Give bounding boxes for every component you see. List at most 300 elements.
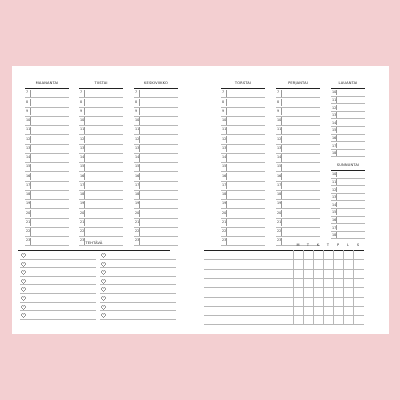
hour-row[interactable] — [331, 201, 365, 209]
hour-divider — [30, 173, 31, 180]
hour-row[interactable] — [25, 172, 69, 181]
hour-divider — [84, 201, 85, 208]
habit-row[interactable] — [204, 278, 364, 279]
hour-label: 17 — [277, 182, 282, 187]
habit-row[interactable] — [204, 297, 364, 298]
hour-row[interactable] — [331, 135, 365, 143]
hour-label: 11 — [135, 127, 140, 132]
todo-item[interactable] — [20, 285, 96, 294]
hour-label: 15 — [26, 164, 31, 169]
hour-row[interactable] — [79, 209, 123, 218]
hour-row[interactable] — [276, 172, 320, 181]
hour-row[interactable] — [276, 191, 320, 200]
planner-sheet — [12, 66, 389, 334]
hour-row[interactable] — [221, 145, 265, 154]
hour-label: 7 — [222, 90, 225, 95]
hour-divider — [226, 228, 227, 235]
habit-grid-line — [303, 250, 304, 325]
hour-divider — [139, 210, 140, 217]
hour-divider — [281, 210, 282, 217]
hour-row[interactable] — [79, 172, 123, 181]
day-column-right-1 — [276, 81, 320, 246]
hour-label: 23 — [80, 238, 85, 243]
hour-row[interactable] — [221, 98, 265, 107]
hour-divider — [226, 173, 227, 180]
hour-row[interactable] — [134, 89, 178, 98]
hour-label: 16 — [222, 173, 227, 178]
hour-label: 16 — [80, 173, 85, 178]
hour-row[interactable] — [79, 89, 123, 98]
hour-divider — [139, 191, 140, 198]
habit-row[interactable] — [204, 259, 364, 260]
hour-row[interactable] — [221, 163, 265, 172]
habit-day-label: P — [336, 243, 340, 247]
hour-label: 18 — [332, 151, 337, 156]
hour-row[interactable] — [25, 200, 69, 209]
hour-row[interactable] — [25, 228, 69, 237]
hour-divider — [281, 219, 282, 226]
hour-label: 18 — [135, 192, 140, 197]
day-column-right-0 — [221, 81, 265, 246]
hour-label: 11 — [332, 97, 337, 102]
hour-label: 22 — [222, 229, 227, 234]
heart-checkbox-icon[interactable] — [101, 279, 106, 284]
hour-label: 10 — [222, 118, 227, 123]
heart-checkbox-icon[interactable] — [101, 313, 106, 318]
hour-label: 9 — [222, 108, 225, 113]
hour-row[interactable] — [25, 145, 69, 154]
heart-checkbox-icon[interactable] — [21, 313, 26, 318]
hour-row[interactable] — [331, 194, 365, 202]
heart-checkbox-icon[interactable] — [21, 279, 26, 284]
hour-label: 15 — [80, 164, 85, 169]
hour-label: 19 — [135, 201, 140, 206]
hour-row[interactable] — [79, 219, 123, 228]
hour-row[interactable] — [221, 117, 265, 126]
hour-label: 20 — [135, 210, 140, 215]
hour-row[interactable] — [79, 154, 123, 163]
hour-label: 17 — [332, 225, 337, 230]
hour-row[interactable] — [79, 182, 123, 191]
hour-divider — [84, 127, 85, 134]
hour-row[interactable] — [134, 108, 178, 117]
hour-divider — [30, 90, 31, 97]
habit-day-label: S — [356, 243, 360, 247]
hour-label: 9 — [135, 108, 138, 113]
hour-label: 15 — [135, 164, 140, 169]
hour-row[interactable] — [134, 209, 178, 218]
hour-row[interactable] — [25, 154, 69, 163]
hour-row[interactable] — [221, 219, 265, 228]
hour-label: 7 — [80, 90, 83, 95]
hour-row[interactable] — [221, 89, 265, 98]
hour-label: 11 — [26, 127, 31, 132]
hour-label: 16 — [332, 135, 337, 140]
hour-label: 11 — [332, 179, 337, 184]
hour-row[interactable] — [134, 98, 178, 107]
hour-row[interactable] — [134, 163, 178, 172]
heart-checkbox-icon[interactable] — [101, 262, 106, 267]
hour-row[interactable] — [25, 219, 69, 228]
day-title: MAANANTAI — [35, 81, 59, 85]
heart-checkbox-icon[interactable] — [101, 270, 106, 275]
heart-checkbox-icon[interactable] — [21, 305, 26, 310]
todo-item[interactable] — [20, 277, 96, 286]
hour-row[interactable] — [331, 171, 365, 179]
hour-divider — [139, 164, 140, 171]
todo-item[interactable] — [100, 260, 176, 269]
hour-row[interactable] — [331, 209, 365, 217]
day-title: TIISTAI — [94, 81, 108, 85]
hour-row[interactable] — [221, 154, 265, 163]
hour-divider — [84, 145, 85, 152]
hour-divider — [281, 228, 282, 235]
hour-divider — [139, 99, 140, 106]
hour-label: 12 — [277, 136, 282, 141]
hour-label: 7 — [135, 90, 138, 95]
hour-row[interactable] — [79, 228, 123, 237]
hour-row[interactable] — [25, 163, 69, 172]
hour-label: 12 — [332, 187, 337, 192]
heart-checkbox-icon[interactable] — [101, 305, 106, 310]
heart-checkbox-icon[interactable] — [21, 262, 26, 267]
day-column-left-1 — [79, 81, 123, 246]
hour-divider — [30, 145, 31, 152]
hour-row[interactable] — [79, 191, 123, 200]
hour-row[interactable] — [276, 117, 320, 126]
habit-day-label: L — [347, 243, 349, 247]
hour-divider — [139, 145, 140, 152]
hour-row[interactable] — [134, 117, 178, 126]
hour-label: 21 — [135, 219, 140, 224]
hour-divider — [226, 90, 227, 97]
hour-divider — [281, 99, 282, 106]
hour-row[interactable] — [25, 135, 69, 144]
day-column-weekend-0 — [331, 81, 365, 157]
todo-item[interactable] — [20, 294, 96, 303]
habit-row[interactable] — [204, 306, 364, 307]
heart-checkbox-icon[interactable] — [21, 296, 26, 301]
hour-row[interactable] — [331, 89, 365, 97]
hour-row[interactable] — [276, 200, 320, 209]
hour-row[interactable] — [331, 97, 365, 105]
hour-row[interactable] — [221, 200, 265, 209]
hour-label: 19 — [222, 201, 227, 206]
hour-divider — [139, 154, 140, 161]
hour-divider — [281, 108, 282, 115]
hour-label: 12 — [26, 136, 31, 141]
hour-divider — [336, 225, 337, 231]
hour-label: 20 — [277, 210, 282, 215]
hour-label: 11 — [277, 127, 282, 132]
hour-row[interactable] — [134, 126, 178, 135]
hour-row[interactable] — [221, 191, 265, 200]
heart-checkbox-icon[interactable] — [21, 253, 26, 258]
todo-item[interactable] — [100, 311, 176, 320]
hour-row[interactable] — [276, 154, 320, 163]
hour-row[interactable] — [79, 200, 123, 209]
hour-row[interactable] — [331, 179, 365, 187]
hour-divider — [226, 182, 227, 189]
hour-row[interactable] — [25, 98, 69, 107]
hour-label: 8 — [80, 99, 83, 104]
hour-row[interactable] — [331, 186, 365, 194]
hour-label: 14 — [222, 155, 227, 160]
hour-row[interactable] — [276, 108, 320, 117]
hour-divider — [84, 191, 85, 198]
hour-row[interactable] — [134, 219, 178, 228]
hour-label: 8 — [222, 99, 225, 104]
hour-divider — [30, 164, 31, 171]
hour-label: 17 — [26, 182, 31, 187]
hour-divider — [336, 105, 337, 111]
hour-row[interactable] — [79, 135, 123, 144]
hour-label: 14 — [26, 155, 31, 160]
day-title: KESKIVIIKKO — [144, 81, 168, 85]
hour-row[interactable] — [276, 163, 320, 172]
heart-checkbox-icon[interactable] — [101, 287, 106, 292]
todo-item[interactable] — [20, 311, 96, 320]
hour-row[interactable] — [25, 182, 69, 191]
hour-divider — [336, 172, 337, 178]
hour-label: 18 — [277, 192, 282, 197]
hour-label: 21 — [80, 219, 85, 224]
left-page — [12, 66, 200, 334]
todo-item[interactable] — [100, 303, 176, 312]
hour-label: 19 — [277, 201, 282, 206]
hour-row[interactable] — [221, 228, 265, 237]
hour-divider — [336, 135, 337, 141]
hour-row[interactable] — [134, 228, 178, 237]
hour-label: 18 — [332, 233, 337, 238]
heart-checkbox-icon[interactable] — [101, 253, 106, 258]
hour-label: 22 — [26, 229, 31, 234]
hour-row[interactable] — [331, 150, 365, 158]
hour-row[interactable] — [331, 104, 365, 112]
hour-divider — [226, 136, 227, 143]
hour-row[interactable] — [221, 135, 265, 144]
hour-divider — [336, 209, 337, 215]
habit-grid-line — [293, 250, 294, 325]
hour-row[interactable] — [134, 182, 178, 191]
hour-divider — [84, 182, 85, 189]
hour-label: 21 — [26, 219, 31, 224]
hour-label: 9 — [80, 108, 83, 113]
hour-label: 13 — [332, 195, 337, 200]
hour-divider — [139, 182, 140, 189]
hour-label: 23 — [26, 238, 31, 243]
hour-divider — [139, 117, 140, 124]
hour-label: 17 — [332, 143, 337, 148]
hour-row[interactable] — [276, 145, 320, 154]
hour-row[interactable] — [79, 108, 123, 117]
habit-tracker-rule — [204, 250, 364, 251]
hour-divider — [84, 173, 85, 180]
right-page — [201, 66, 389, 334]
habit-grid-line — [353, 250, 354, 325]
hour-divider — [30, 219, 31, 226]
hour-label: 12 — [135, 136, 140, 141]
hour-row[interactable] — [331, 142, 365, 150]
hour-divider — [226, 99, 227, 106]
hour-divider — [30, 182, 31, 189]
hour-row[interactable] — [79, 98, 123, 107]
hour-row[interactable] — [221, 126, 265, 135]
habit-row[interactable] — [204, 269, 364, 270]
hour-divider — [30, 210, 31, 217]
hour-row[interactable] — [221, 172, 265, 181]
todo-item[interactable] — [20, 260, 96, 269]
hour-label: 11 — [222, 127, 227, 132]
day-column-weekend-1 — [331, 163, 365, 239]
hour-row[interactable] — [221, 209, 265, 218]
hour-divider — [139, 108, 140, 115]
hour-row[interactable] — [134, 135, 178, 144]
hour-label: 22 — [277, 229, 282, 234]
habit-grid-line — [333, 250, 334, 325]
hour-label: 13 — [222, 145, 227, 150]
hour-row[interactable] — [331, 217, 365, 225]
todo-item[interactable] — [100, 285, 176, 294]
hour-divider — [84, 117, 85, 124]
hour-divider — [281, 136, 282, 143]
habit-grid-line — [313, 250, 314, 325]
hour-label: 9 — [26, 108, 29, 113]
hour-row[interactable] — [25, 108, 69, 117]
hour-label: 8 — [277, 99, 280, 104]
hour-divider — [30, 154, 31, 161]
hour-row[interactable] — [331, 224, 365, 232]
hour-row[interactable] — [134, 191, 178, 200]
hour-divider — [139, 127, 140, 134]
habit-row[interactable] — [204, 315, 364, 316]
hour-row[interactable] — [276, 135, 320, 144]
hour-divider — [336, 112, 337, 118]
hour-row[interactable] — [276, 182, 320, 191]
hour-label: 7 — [26, 90, 29, 95]
hour-divider — [226, 145, 227, 152]
hour-row[interactable] — [25, 89, 69, 98]
hour-row[interactable] — [276, 228, 320, 237]
hour-label: 20 — [26, 210, 31, 215]
todo-item[interactable] — [20, 251, 96, 260]
habit-row[interactable] — [204, 287, 364, 288]
hour-label: 18 — [80, 192, 85, 197]
hour-label: 10 — [332, 90, 337, 95]
hour-row[interactable] — [134, 154, 178, 163]
hour-label: 10 — [277, 118, 282, 123]
todo-item[interactable] — [100, 268, 176, 277]
hour-row[interactable] — [25, 191, 69, 200]
hour-row[interactable] — [134, 200, 178, 209]
hour-label: 12 — [80, 136, 85, 141]
todo-item[interactable] — [100, 251, 176, 260]
hour-label: 15 — [332, 128, 337, 133]
hour-divider — [30, 191, 31, 198]
hour-divider — [336, 217, 337, 223]
habit-row[interactable] — [204, 324, 364, 325]
hour-divider — [336, 127, 337, 133]
hour-divider — [30, 201, 31, 208]
todo-item[interactable] — [100, 277, 176, 286]
hour-label: 14 — [80, 155, 85, 160]
day-title: LAUANTAI — [338, 81, 358, 85]
heart-checkbox-icon[interactable] — [21, 287, 26, 292]
hour-row[interactable] — [331, 112, 365, 120]
hour-row[interactable] — [79, 163, 123, 172]
hour-divider — [30, 136, 31, 143]
hour-row[interactable] — [276, 98, 320, 107]
hour-divider — [226, 164, 227, 171]
hour-divider — [336, 187, 337, 193]
hour-label: 13 — [332, 113, 337, 118]
hour-row[interactable] — [25, 209, 69, 218]
hour-row[interactable] — [331, 119, 365, 127]
hour-row[interactable] — [331, 127, 365, 135]
hour-divider — [281, 164, 282, 171]
hour-divider — [139, 219, 140, 226]
hour-row[interactable] — [134, 145, 178, 154]
hour-row[interactable] — [221, 182, 265, 191]
hour-row[interactable] — [134, 172, 178, 181]
day-title: TORSTAI — [234, 81, 252, 85]
hour-label: 12 — [332, 105, 337, 110]
hour-divider — [30, 228, 31, 235]
hour-label: 16 — [135, 173, 140, 178]
heart-checkbox-icon[interactable] — [101, 296, 106, 301]
hour-label: 13 — [277, 145, 282, 150]
hour-divider — [336, 202, 337, 208]
hour-divider — [336, 120, 337, 126]
habit-day-label: T — [306, 243, 310, 247]
hour-divider — [281, 191, 282, 198]
hour-divider — [336, 232, 337, 238]
hour-divider — [84, 228, 85, 235]
hour-label: 18 — [26, 192, 31, 197]
hour-row[interactable] — [79, 145, 123, 154]
day-title: SUNNUNTAI — [336, 163, 360, 167]
hour-row[interactable] — [25, 117, 69, 126]
todo-item[interactable] — [20, 268, 96, 277]
hour-divider — [139, 228, 140, 235]
hour-label: 14 — [332, 120, 337, 125]
hour-label: 13 — [26, 145, 31, 150]
hour-label: 10 — [135, 118, 140, 123]
heart-checkbox-icon[interactable] — [21, 270, 26, 275]
habit-tracker-header — [204, 243, 364, 249]
hour-row[interactable] — [276, 89, 320, 98]
hour-row[interactable] — [331, 232, 365, 240]
hour-label: 8 — [135, 99, 138, 104]
hour-row[interactable] — [221, 108, 265, 117]
hour-label: 19 — [80, 201, 85, 206]
hour-divider — [30, 127, 31, 134]
hour-row[interactable] — [25, 126, 69, 135]
hour-label: 10 — [26, 118, 31, 123]
habit-day-label: M — [296, 243, 300, 247]
hour-label: 23 — [277, 238, 282, 243]
todo-item[interactable] — [20, 303, 96, 312]
hour-row[interactable] — [276, 219, 320, 228]
todo-item[interactable] — [100, 294, 176, 303]
hour-label: 16 — [277, 173, 282, 178]
hour-divider — [84, 90, 85, 97]
hour-label: 13 — [135, 145, 140, 150]
hour-row[interactable] — [276, 209, 320, 218]
hour-row[interactable] — [79, 126, 123, 135]
hour-row[interactable] — [276, 126, 320, 135]
hour-row[interactable] — [79, 117, 123, 126]
